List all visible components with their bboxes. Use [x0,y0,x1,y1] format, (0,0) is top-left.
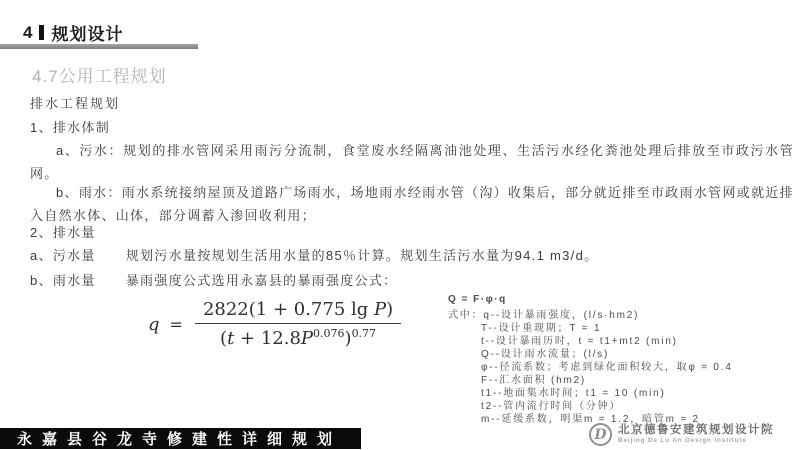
notes-prefix: 式中： [448,310,484,321]
formula-notes-panel [448,293,788,426]
line-storm-volume [30,269,794,292]
notes-line-t: t--设计暴雨历时，t = t1+mt2 (min) [481,336,678,347]
notes-line-F: F--汇水面积 (hm2) [481,375,587,386]
denominator-variable-t: t [227,328,235,349]
runoff-equation: Q = F·φ·q [448,294,507,305]
formula-lhs: q [148,313,160,335]
notes-line-t2: t2--管内流行时间（分钟） [481,401,622,412]
notes-line-Q: Q--设计雨水流量；(l/s) [481,349,610,360]
sewage-volume-text: 规划污水量按规划生活用水量的85％计算。规划生活污水量为94.1 m3/d。 [125,248,599,263]
formula-equals: = [169,314,183,334]
drainage-heading: 排水工程规划 [30,96,121,111]
paragraph-sewage: a、污水：规划的排水管网采用雨污分流制，食堂废水经隔离油池处理、生活污水经化粪池处理后排放至市政污水管网。 [30,143,794,181]
notes-line-t1: t1--地面集水时间；t1 = 10 (min) [481,388,666,399]
notes-line-q [448,309,788,322]
project-title: 永嘉县谷龙寺修建性详细规划 [17,431,343,448]
notes-line-phi: φ--径流系数；考虑到绿化面积较大，取φ = 0.4 [481,362,733,373]
item-drainage-system: 1、排水体制 [30,120,111,135]
numerator-text: 2822(1 + 0.775 lg [202,299,374,320]
storm-volume-label: b、雨水量 [30,273,96,288]
formula-fraction [195,299,401,349]
institute-name-en: Beijing De Lu An Design Institute [618,437,747,444]
institute-logo [589,423,774,446]
denominator-variable-P: P [300,328,314,349]
denominator-open: ( [220,328,228,349]
storm-intensity-formula [148,299,401,349]
formula-denominator [195,324,401,349]
notes-line-m: m--延缓系数，明渠m = 1.2，暗管m = 2 [481,414,700,425]
section-title: 4.7公用工程规划 [32,67,167,86]
denominator-close: ) [344,328,352,349]
item-drainage-volume: 2、排水量 [30,225,96,240]
denominator-exponent-outer: 0.77 [351,327,377,340]
chapter-header [23,20,123,45]
numerator-close: ) [386,299,394,320]
storm-volume-text: 暴雨强度公式选用永嘉县的暴雨强度公式： [125,273,398,288]
line-sewage-volume [30,244,794,267]
paragraph-rainwater: b、雨水：雨水系统接纳屋顶及道路广场雨水，场地雨水经雨水管（沟）收集后，部分就近排至市政雨水管网或就近排入自然水体、山体，部分调蓄入渗回收利用； [30,185,794,223]
chapter-title: 规划设计 [51,25,124,44]
header-underline-bar [0,44,198,49]
footer-title-bar [0,428,361,449]
institute-logo-icon: D [589,423,612,446]
denominator-exponent-inner: 0.076 [313,327,345,340]
denominator-text: + 12.8 [234,328,301,349]
institute-name-cn: 北京德鲁安建筑规划设计院 [618,424,774,436]
sewage-volume-label: a、污水量 [30,248,96,263]
institute-logo-text [618,424,774,445]
notes-line-T: T--设计重现期；T = 1 [481,323,602,334]
numerator-variable-P: P [374,299,387,320]
chapter-number: 4 [23,22,34,42]
chapter-divider-bar [39,25,44,40]
notes-text-q: q--设计暴雨强度，(l/s·hm2) [483,310,640,321]
formula-numerator [195,299,401,324]
